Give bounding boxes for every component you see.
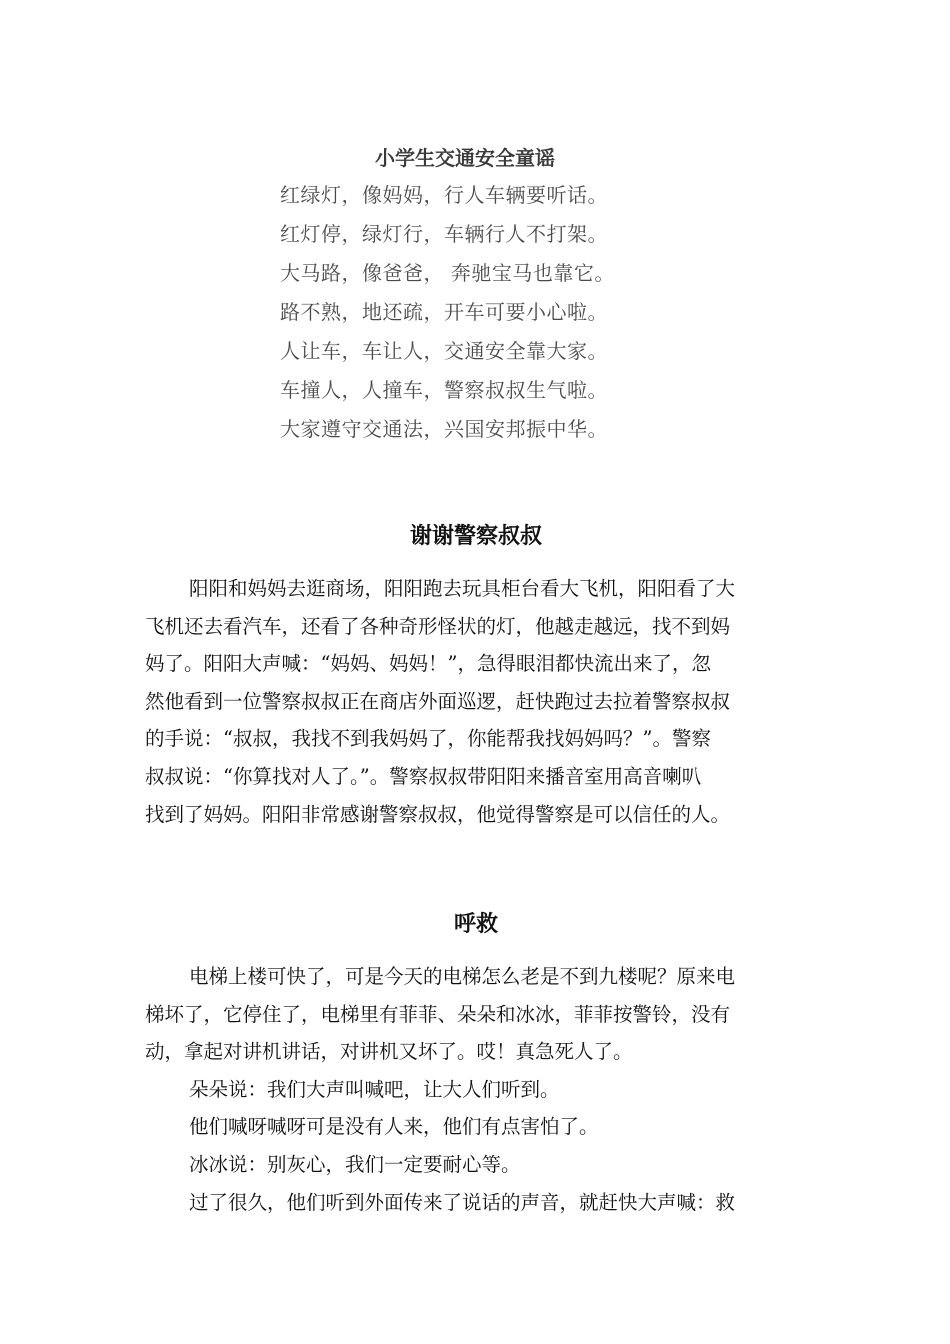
poem-line: 人让车，车让人，交通安全靠大家。 [280, 339, 608, 363]
story-line: 叔叔说：“你算找对人了。”。警察叔叔带阳阳来播音室用高音喇叭 [145, 764, 702, 788]
story-line: 他们喊呀喊呀可是没有人来，他们有点害怕了。 [189, 1115, 599, 1139]
story-title: 谢谢警察叔叔 [409, 523, 542, 549]
poem-line: 大家遵守交通法，兴国安邦振中华。 [280, 417, 608, 441]
poem-line: 红绿灯，像妈妈，行人车辆要听话。 [280, 183, 608, 207]
poem-line: 路不熟，地还疏，开车可要小心啦。 [280, 300, 608, 324]
story-line: 妈了。阳阳大声喊：“妈妈、妈妈！”，急得眼泪都快流出来了，忽 [145, 652, 711, 676]
poem-title: 小学生交通安全童谣 [375, 146, 555, 170]
story-call-for-help [145, 908, 807, 1221]
poem-block [280, 140, 680, 449]
story-line: 梯坏了，它停住了，电梯里有菲菲、朵朵和冰冰，菲菲按警铃，没有 [145, 1002, 731, 1026]
story-line: 朵朵说：我们大声叫喊吧，让大人们听到。 [189, 1077, 560, 1101]
story-line: 电梯上楼可快了，可是今天的电梯怎么老是不到九楼呢？原来电 [189, 965, 736, 988]
story-line: 过了很久，他们听到外面传来了说话的声音，就赶快大声喊：救 [189, 1190, 736, 1214]
story-line: 找到了妈妈。阳阳非常感谢警察叔叔，他觉得警察是可以信任的人。 [145, 802, 731, 826]
poem-line: 红灯停，绿灯行，车辆行人不打架。 [280, 222, 608, 246]
story-line: 冰冰说：别灰心，我们一定要耐心等。 [189, 1152, 521, 1176]
story-line: 然他看到一位警察叔叔正在商店外面巡逻，赶快跑过去拉着警察叔叔 [145, 689, 731, 713]
story-line: 的手说：“叔叔，我找不到我妈妈了，你能帮我找妈妈吗？”。警察 [145, 727, 711, 751]
story-line: 阳阳和妈妈去逛商场，阳阳跑去玩具柜台看大飞机，阳阳看了大 [189, 577, 736, 600]
poem-line: 大马路，像爸爸， 奔驰宝马也靠它。 [280, 261, 615, 285]
story-line: 飞机还去看汽车，还看了各种奇形怪状的灯，他越走越远，找不到妈 [145, 614, 731, 638]
poem-line: 车撞人，人撞车，警察叔叔生气啦。 [280, 378, 608, 402]
story-line: 动，拿起对讲机讲话，对讲机又坏了。哎！真急死人了。 [145, 1040, 633, 1064]
story-thanks-police [145, 520, 807, 833]
story-title: 呼救 [453, 911, 498, 937]
